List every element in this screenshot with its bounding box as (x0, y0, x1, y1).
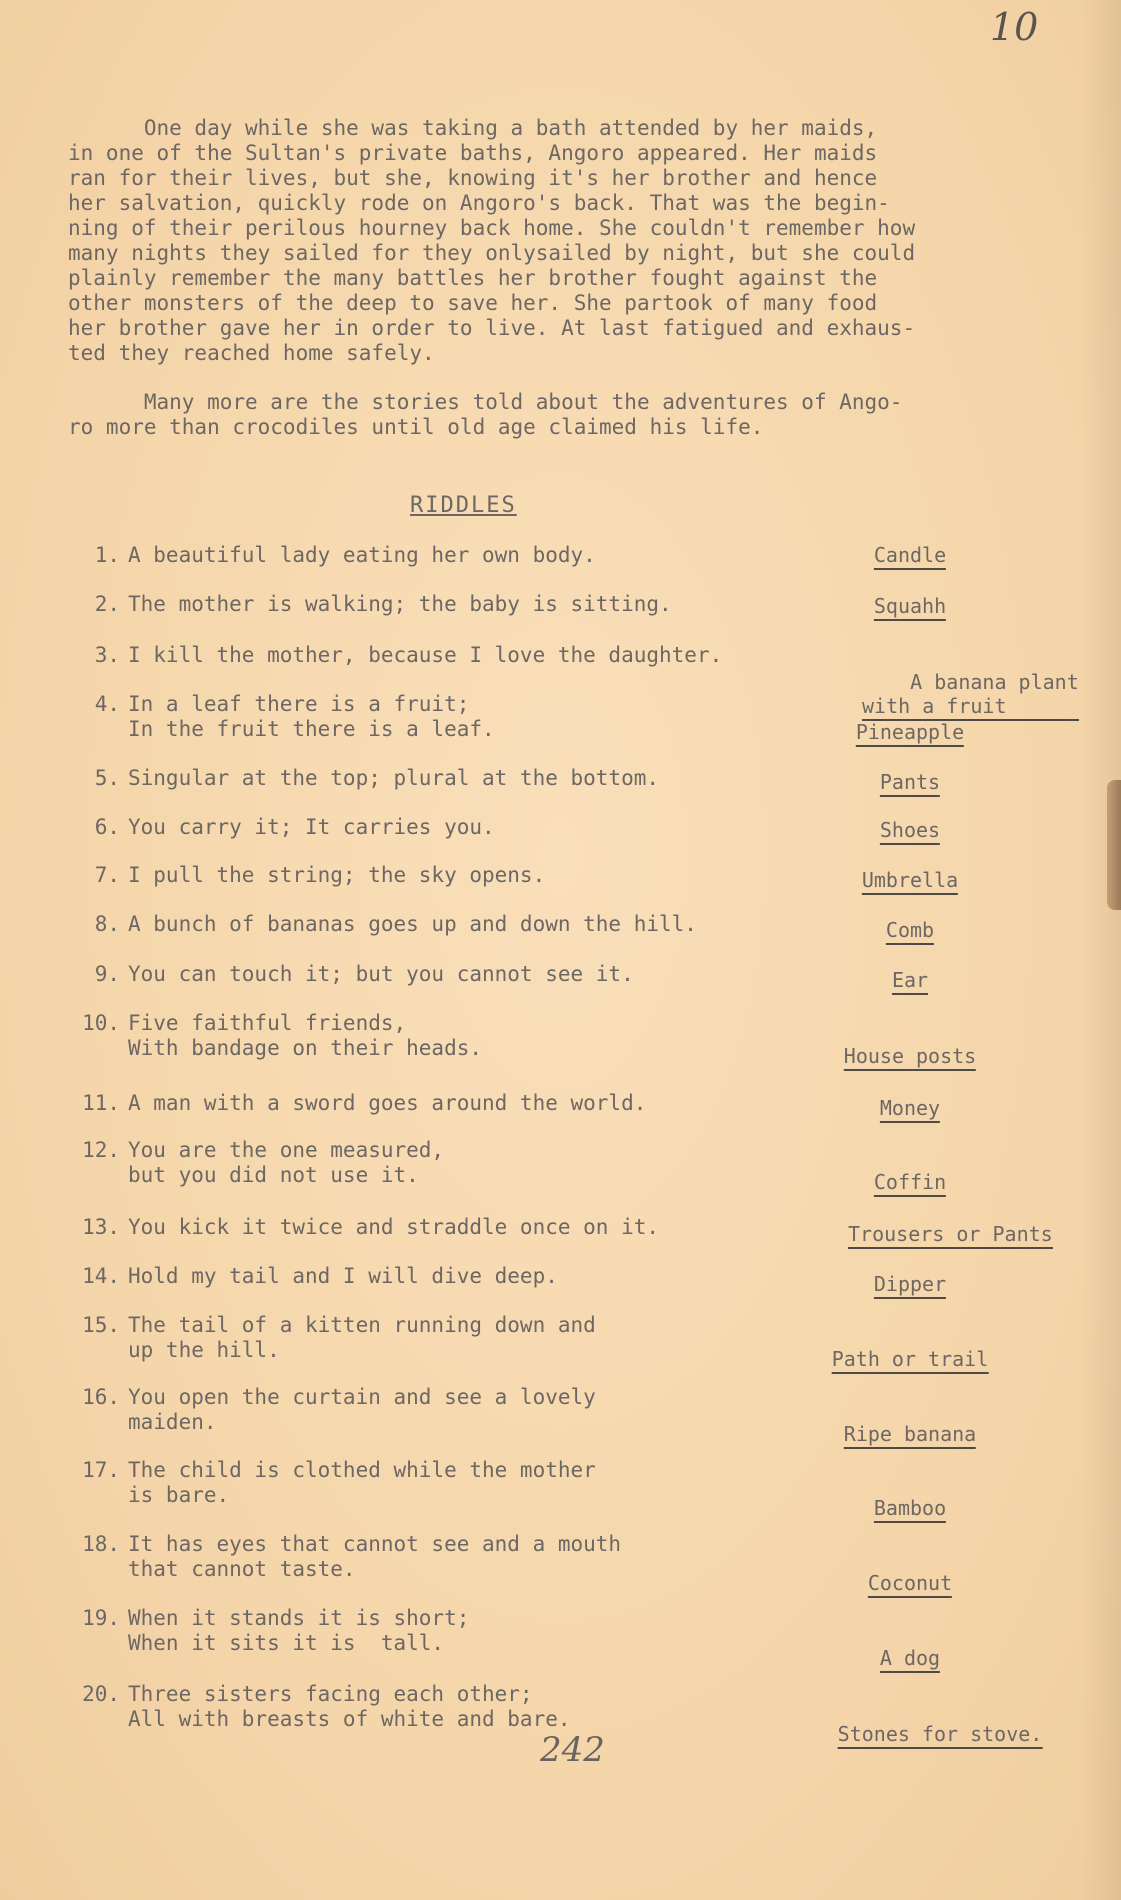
riddle-11 (82, 1091, 647, 1116)
riddle-20 (82, 1682, 571, 1732)
answer-text: Pants (879, 770, 941, 794)
riddle-number: 8. (94, 912, 120, 936)
riddle-2 (94, 592, 672, 617)
answer-underline (874, 1297, 946, 1299)
answer-underline (874, 568, 946, 570)
answer-5 (880, 770, 940, 797)
answer-4 (856, 720, 964, 747)
riddle-text: Singular at the top; plural at the bottom. (128, 766, 660, 790)
answer-text: A dog (879, 1646, 941, 1670)
answer-text: Money (879, 1096, 941, 1120)
riddle-number: 12. (82, 1138, 120, 1162)
answer-17 (874, 1496, 946, 1523)
answer-underline (880, 1671, 940, 1673)
answer-underline (886, 943, 934, 945)
answer-16 (844, 1422, 976, 1449)
answer-1 (874, 543, 946, 570)
riddle-text: You can touch it; but you cannot see it. (128, 962, 634, 986)
riddle-13 (82, 1215, 660, 1240)
riddle-number: 10. (82, 1011, 120, 1035)
riddle-3 (94, 643, 723, 668)
answer-underline (848, 1247, 1053, 1249)
answer-text: Trousers or Pants (848, 1222, 1053, 1246)
riddle-text: A beautiful lady eating her own body. (128, 543, 596, 567)
riddle-number: 19. (82, 1606, 120, 1630)
riddle-text: When it stands it is short; When it sits it is tall. (128, 1606, 470, 1655)
answer-text: Comb (885, 918, 935, 942)
riddle-number: 1. (94, 543, 120, 567)
riddle-text: You carry it; It carries you. (128, 815, 495, 839)
riddle-9 (94, 962, 634, 987)
riddle-16 (82, 1385, 596, 1435)
riddle-text: The child is clothed while the mother is bare. (128, 1458, 596, 1507)
answer-18 (868, 1571, 952, 1598)
answer-underline (856, 745, 964, 747)
riddle-text: Three sisters facing each other; All with breasts of white and bare. (128, 1682, 571, 1731)
answer-text: Ripe banana (843, 1422, 977, 1446)
footer-page-number: 242 (540, 1730, 605, 1770)
answer-underline (862, 893, 958, 895)
riddle-text: I kill the mother, because I love the daughter. (128, 643, 723, 667)
answer-underline (832, 1372, 989, 1374)
riddle-number: 16. (82, 1385, 120, 1409)
answer-text: Ear (891, 968, 929, 992)
answer-text: Path or trail (831, 1347, 989, 1371)
answer-text: Umbrella (861, 868, 959, 892)
answer-text: Stones for stove. (837, 1722, 1043, 1746)
answer-6 (880, 818, 940, 845)
riddle-text: You kick it twice and straddle once on it. (128, 1215, 660, 1239)
riddle-number: 5. (94, 766, 120, 790)
riddle-number: 11. (82, 1091, 120, 1115)
riddle-6 (94, 815, 495, 840)
answer-3 (862, 646, 1079, 769)
riddle-1 (94, 543, 596, 568)
answer-underline (868, 1596, 952, 1598)
answer-12 (874, 1170, 946, 1197)
riddles-heading: RIDDLES (410, 493, 517, 518)
answer-11 (880, 1096, 940, 1123)
answer-underline (880, 795, 940, 797)
riddle-number: 14. (82, 1264, 120, 1288)
riddle-18 (82, 1532, 622, 1582)
riddle-text: The mother is walking; the baby is sitting. (128, 592, 672, 616)
riddle-15 (82, 1313, 596, 1363)
story-paragraph-1: One day while she was taking a bath attended by her maids, in one of the Sultan's private baths, Angoro appeared. Her maids ran for their lives, but she, knowing it's her brother and hence her salvation, quickly rode on Angoro's back. That was the begin- ning of their perilous hourney back home. She couldn't remember how many nights they sailed for they onlysailed by night, but she could plainly remember the many battles her brother fought against the other monsters of the deep to save her. She partook of many food her brother gave her in order to live. At last fatigued and exhaus- ted they reached home safely. (68, 116, 916, 365)
riddle-5 (94, 766, 660, 791)
answer-underline (874, 1195, 946, 1197)
riddle-number: 7. (94, 863, 120, 887)
answer-text: Pineapple (855, 720, 965, 744)
riddle-text: You are the one measured, but you did not use it. (128, 1138, 445, 1187)
riddle-text: I pull the string; the sky opens. (128, 863, 546, 887)
answer-underline (844, 1069, 976, 1071)
answer-13 (848, 1222, 1053, 1249)
answer-8 (886, 918, 934, 945)
answer-underline (844, 1447, 976, 1449)
answer-text: A banana plant with a fruit (862, 670, 1079, 718)
answer-10 (844, 1044, 976, 1071)
answer-14 (874, 1272, 946, 1299)
riddle-number: 2. (94, 592, 120, 616)
page-tear-mark (1107, 780, 1121, 910)
answer-underline (880, 843, 940, 845)
answer-underline (838, 1747, 1043, 1749)
answer-2 (874, 594, 946, 621)
answer-underline (880, 1121, 940, 1123)
answer-20 (838, 1722, 1043, 1749)
riddle-number: 4. (94, 692, 120, 716)
riddle-number: 18. (82, 1532, 120, 1556)
answer-text: Coconut (867, 1571, 953, 1595)
riddle-number: 20. (82, 1682, 120, 1706)
answer-text: House posts (843, 1044, 977, 1068)
riddle-17 (82, 1458, 596, 1508)
riddle-7 (94, 863, 546, 888)
riddle-number: 6. (94, 815, 120, 839)
riddle-4 (94, 692, 495, 742)
answer-underline (874, 619, 946, 621)
answer-7 (862, 868, 958, 895)
riddle-12 (82, 1138, 445, 1188)
answer-text: Coffin (873, 1170, 947, 1194)
riddle-number: 13. (82, 1215, 120, 1239)
riddle-text: It has eyes that cannot see and a mouth that cannot taste. (128, 1532, 622, 1581)
answer-9 (892, 968, 928, 995)
riddle-number: 3. (94, 643, 120, 667)
riddle-text: A man with a sword goes around the world. (128, 1091, 647, 1115)
riddle-text: A bunch of bananas goes up and down the hill. (128, 912, 697, 936)
riddle-number: 17. (82, 1458, 120, 1482)
answer-underline (892, 993, 928, 995)
riddle-14 (82, 1264, 558, 1289)
riddle-10 (82, 1011, 483, 1061)
answer-text: Squahh (873, 594, 947, 618)
riddle-8 (94, 912, 697, 937)
answer-underline (874, 1521, 946, 1523)
riddle-text: Hold my tail and I will dive deep. (128, 1264, 558, 1288)
story-paragraph-2: Many more are the stories told about the adventures of Ango- ro more than crocodiles until old age claimed his life. (68, 390, 903, 439)
answer-text: Shoes (879, 818, 941, 842)
page-number: 10 (990, 5, 1039, 49)
answer-15 (832, 1347, 989, 1374)
riddle-text: You open the curtain and see a lovely maiden. (128, 1385, 596, 1434)
riddle-19 (82, 1606, 470, 1656)
answer-text: Candle (873, 543, 947, 567)
answer-19 (880, 1646, 940, 1673)
riddle-text: The tail of a kitten running down and up the hill. (128, 1313, 596, 1362)
riddle-text: In a leaf there is a fruit; In the fruit there is a leaf. (128, 692, 495, 741)
answer-text: Dipper (873, 1272, 947, 1296)
riddle-number: 15. (82, 1313, 120, 1337)
riddle-number: 9. (94, 962, 120, 986)
answer-text: Bamboo (873, 1496, 947, 1520)
riddle-text: Five faithful friends, With bandage on their heads. (128, 1011, 483, 1060)
